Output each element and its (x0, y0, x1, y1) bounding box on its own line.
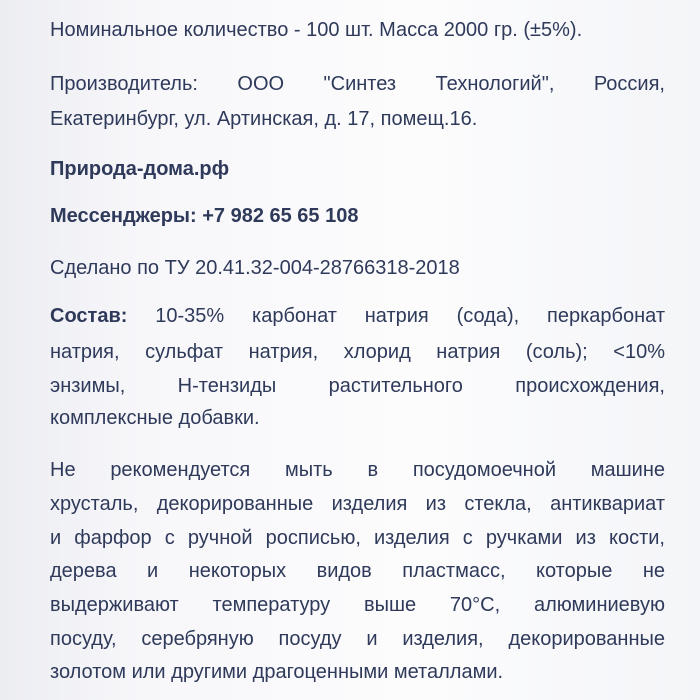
technical-standard: Сделано по ТУ 20.41.32-004-28766318-2018 (50, 257, 460, 279)
composition-line-3: энзимы, Н-тензиды растительного происхождения, (50, 375, 665, 397)
warning-line-4: дерева и некоторых видов пластмасс, которые не (50, 560, 665, 582)
warning-line-1: Не рекомендуется мыть в посудомоечной машине (50, 459, 665, 481)
composition-line-2: натрия, сульфат натрия, хлорид натрия (соль); <10% (50, 341, 665, 363)
composition-label: Состав: (50, 305, 128, 327)
warning-line-5: выдерживают температуру выше 70°С, алюминиевую (50, 594, 665, 616)
warning-line-7: золотом или другими драгоценными металлами. (50, 661, 504, 683)
warning-line-2: хрусталь, декорированные изделия из стекла, антиквариат (50, 493, 665, 515)
website: Природа-дома.рф (50, 158, 230, 180)
manufacturer-line-2: Екатеринбург, ул. Артинская, д. 17, помещ.16. (50, 108, 478, 130)
composition-line-1 (50, 304, 665, 328)
nominal-quantity: Номинальное количество - 100 шт. Масса 2000 гр. (±5%). (50, 19, 583, 41)
warning-line-6: посуду, серебряную посуду и изделия, декорированные (50, 628, 665, 650)
composition-line-1-text: 10-35% карбонат натрия (сода), перкарбонат (127, 305, 665, 327)
warning-line-3: и фарфор с ручной росписью, изделия с ручками из кости, (50, 527, 665, 549)
composition-line-4: комплексные добавки. (50, 407, 260, 429)
manufacturer-line-1: Производитель: ООО "Синтез Технологий", Россия, (50, 73, 665, 95)
messengers-phone: Мессенджеры: +7 982 65 65 108 (50, 205, 359, 227)
